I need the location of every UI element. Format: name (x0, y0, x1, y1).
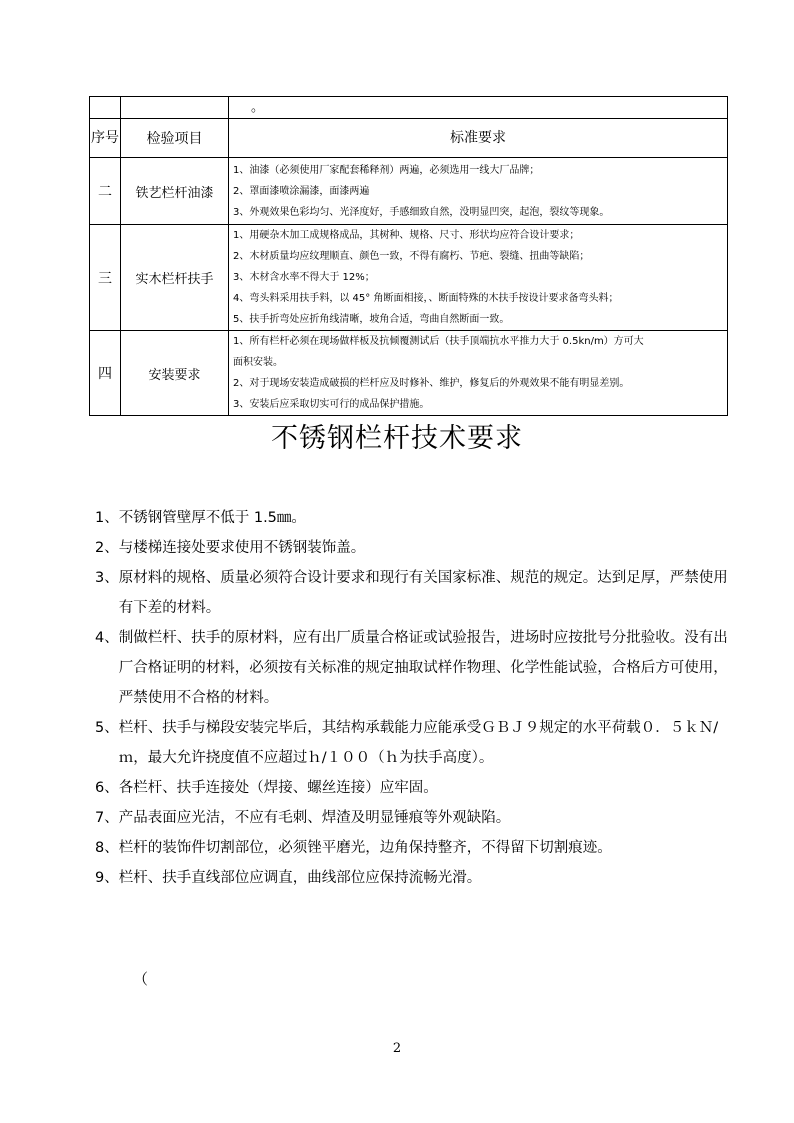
stray-parenthesis: （ (133, 970, 149, 988)
req-line: 3、木材含水率不得大于 12%； (233, 272, 375, 283)
row-reqs (229, 331, 728, 416)
section-title: 不锈钢栏杆技术要求 (271, 423, 523, 454)
cell-req (229, 97, 728, 119)
row-no: 二 (90, 158, 121, 225)
req-line: 1、油漆（必须使用厂家配套稀释剂）两遍，必须选用一线大厂品牌； (233, 164, 540, 176)
clause-number: 2、 (95, 540, 119, 556)
req-line: 2、对于现场安装造成破损的栏杆应及时修补、维护，修复后的外观效果不能有明显差别。 (233, 378, 630, 389)
clause-text: 制做栏杆、扶手的原材料，应有出厂质量合格证或试验报告，进场时应按批号分批验收。没有出厂合格证明的材料，必须按有关标准的规定抽取试样作物理、化学性能试验，合格后方可使用，严禁使用不合格的材料。 (118, 630, 728, 706)
row-reqs (229, 158, 728, 225)
row-item: 安装要求 (121, 331, 229, 416)
clause-number: 6、 (95, 780, 119, 796)
clause-text: 栏杆的装饰件切割部位，必须锉平磨光，边角保持整齐，不得留下切割痕迹。 (118, 840, 612, 856)
clause-text: 栏杆、扶手直线部位应调直，曲线部位应保持流畅光滑。 (118, 870, 482, 886)
clause-number: 5、 (95, 720, 119, 736)
row-reqs (229, 225, 728, 331)
list-item (95, 563, 735, 623)
inspection-table (89, 96, 728, 416)
row-no: 四 (90, 331, 121, 416)
header-no: 序号 (90, 119, 121, 158)
req-line: 2、木材质量均应纹理顺直、颜色一致，不得有腐朽、节疤、裂缝、扭曲等缺陷； (233, 251, 590, 262)
cell-item (121, 97, 229, 119)
cell-req-text: 。 (251, 100, 265, 115)
table-row (90, 225, 728, 331)
req-line: 面积安装。 (233, 357, 283, 368)
table-row (90, 158, 728, 225)
clause-text: 与楼梯连接处要求使用不锈钢装饰盖。 (118, 540, 366, 556)
req-line: 3、外观效果色彩均匀、光泽度好，手感细致自然，没明显凹突，起泡，裂纹等现象。 (233, 206, 610, 218)
page-number: 2 (392, 1041, 402, 1056)
list-item (95, 623, 735, 713)
req-line: 2、罩面漆喷涂漏漆，面漆两遍 (233, 185, 370, 197)
clause-number: 9、 (95, 870, 119, 886)
header-item: 检验项目 (121, 119, 229, 158)
header-req: 标准要求 (229, 119, 728, 158)
table-row (90, 331, 728, 416)
list-item (95, 533, 735, 563)
row-no: 三 (90, 225, 121, 331)
req-line: 5、扶手折弯处应折角线清晰，坡角合适，弯曲自然断面一致。 (233, 314, 510, 325)
clause-text: 产品表面应光洁，不应有毛刺、焊渣及明显锤痕等外观缺陷。 (118, 810, 511, 826)
clause-text: 不锈钢管壁厚不低于 1.5㎜。 (118, 510, 306, 526)
req-line: 1、所有栏杆必须在现场做样板及抗倾覆测试后（扶手顶端抗水平推力大于 0.5kn/m）方可大 (233, 336, 644, 347)
clause-text: 栏杆、扶手与梯段安装完毕后，其结构承载能力应能承受ＧＢＪ９规定的水平荷载０．５ｋＮ/ｍ，最大允许挠度值不应超过ｈ/１００（ｈ为扶手高度）。 (118, 720, 719, 766)
req-line: 3、安装后应采取切实可行的成品保护措施。 (233, 399, 430, 410)
clause-number: 3、 (95, 570, 119, 586)
list-item (95, 503, 735, 533)
table-header-row (90, 119, 728, 158)
row-item: 铁艺栏杆油漆 (121, 158, 229, 225)
list-item (95, 863, 735, 893)
list-item (95, 803, 735, 833)
requirements-list (95, 503, 735, 893)
list-item (95, 713, 735, 773)
clause-number: 4、 (95, 630, 119, 646)
clause-text: 原材料的规格、质量必须符合设计要求和现行有关国家标准、规范的规定。达到足厚，严禁使用有下差的材料。 (118, 570, 728, 616)
list-item (95, 833, 735, 863)
clause-number: 1、 (95, 510, 119, 526)
clause-number: 8、 (95, 840, 119, 856)
req-line: 1、用硬杂木加工成规格成品，其树种、规格、尺寸、形状均应符合设计要求； (233, 230, 580, 241)
clause-number: 7、 (95, 810, 119, 826)
cell-no (90, 97, 121, 119)
clause-text: 各栏杆、扶手连接处（焊接、螺丝连接）应牢固。 (118, 780, 438, 796)
table-top-row (90, 97, 728, 119)
row-item: 实木栏杆扶手 (121, 225, 229, 331)
list-item (95, 773, 735, 803)
req-line: 4、弯头料采用扶手料，以 45° 角断面相接，、断面特殊的木扶手按设计要求备弯头料； (233, 293, 619, 304)
